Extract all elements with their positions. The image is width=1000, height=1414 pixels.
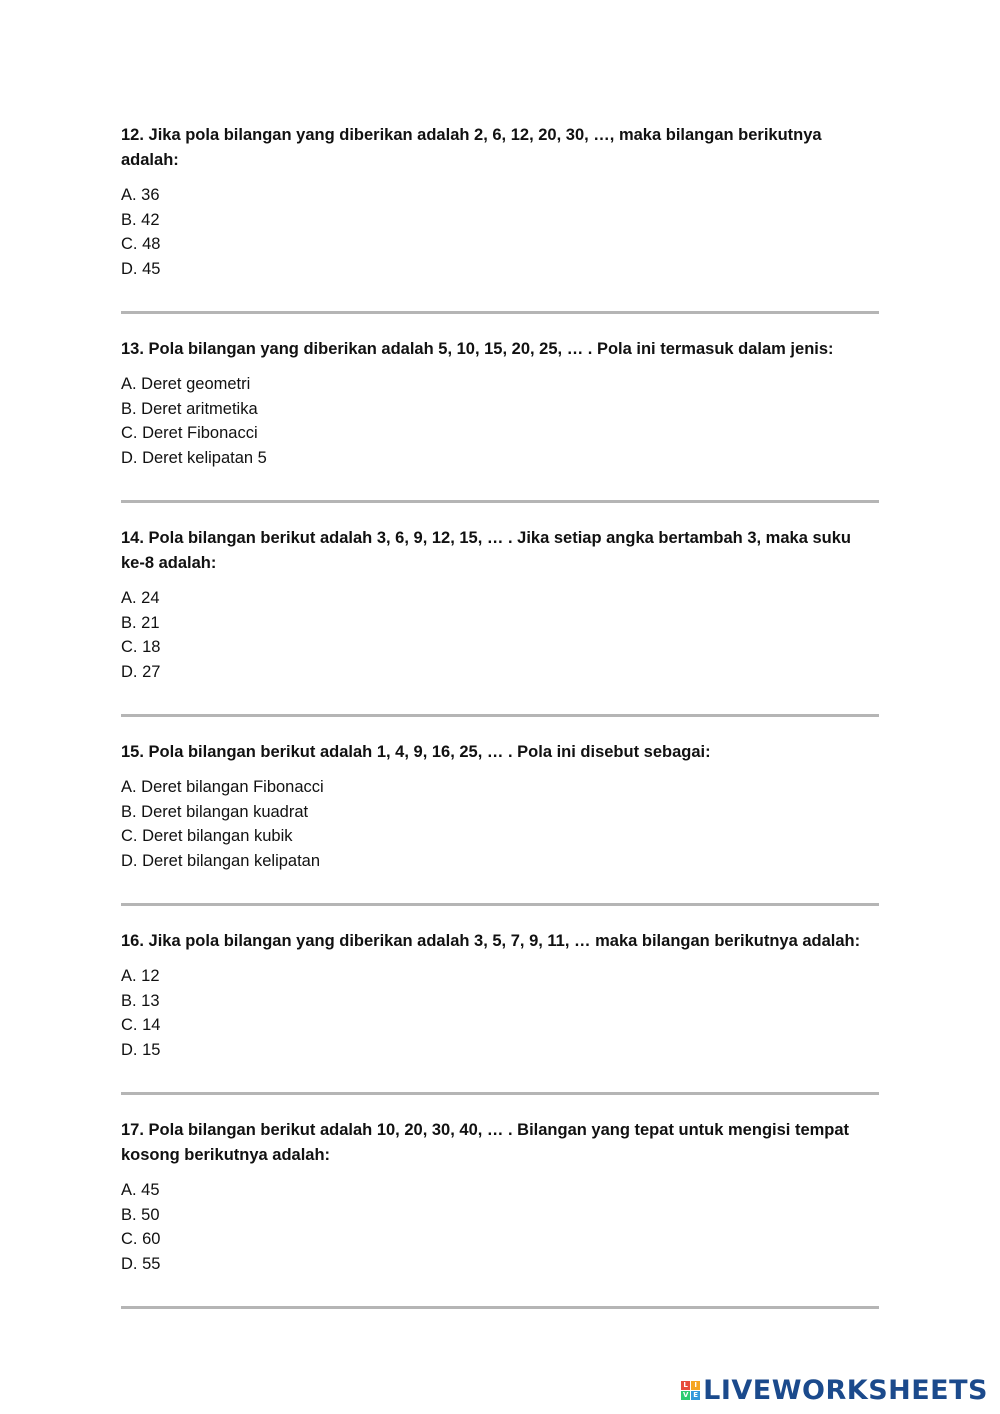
logo-mark-tile: I <box>691 1381 700 1390</box>
option-a[interactable]: A. Deret bilangan Fibonacci <box>121 778 324 796</box>
option-c[interactable]: C. Deret Fibonacci <box>121 424 258 442</box>
option-list <box>121 775 879 873</box>
logo-mark-tile: E <box>691 1391 700 1400</box>
option-list <box>121 964 879 1062</box>
option-a[interactable]: A. 24 <box>121 589 160 607</box>
option-list <box>121 372 879 470</box>
logo-text: LIVEWORKSHEETS <box>703 1375 988 1406</box>
question-text: 12. Jika pola bilangan yang diberikan adalah 2, 6, 12, 20, 30, …, maka bilangan berikutnya adalah: <box>121 126 822 169</box>
question-text: 14. Pola bilangan berikut adalah 3, 6, 9, 12, 15, … . Jika setiap angka bertambah 3, maka suku ke-8 adalah: <box>121 529 851 572</box>
option-a[interactable]: A. 36 <box>121 186 160 204</box>
option-list <box>121 586 879 684</box>
option-list <box>121 1178 879 1276</box>
option-d[interactable]: D. 45 <box>121 259 161 278</box>
option-list <box>121 183 879 281</box>
option-b[interactable]: B. 50 <box>121 1205 160 1224</box>
option-b[interactable]: B. 21 <box>121 613 160 632</box>
option-a[interactable]: A. 12 <box>121 967 160 985</box>
option-b[interactable]: B. Deret aritmetika <box>121 399 258 418</box>
logo-mark-tile: L <box>681 1381 690 1390</box>
option-d[interactable]: D. 27 <box>121 662 161 681</box>
option-c[interactable]: C. 60 <box>121 1230 161 1248</box>
option-b[interactable]: B. 42 <box>121 210 160 229</box>
option-d[interactable]: D. 55 <box>121 1254 161 1273</box>
question-17 <box>121 1113 879 1309</box>
option-a[interactable]: A. 45 <box>121 1181 160 1199</box>
option-d[interactable]: D. Deret kelipatan 5 <box>121 448 267 467</box>
question-15 <box>121 735 879 906</box>
option-d[interactable]: D. Deret bilangan kelipatan <box>121 851 321 870</box>
option-b[interactable]: B. Deret bilangan kuadrat <box>121 802 309 821</box>
question-14 <box>121 521 879 717</box>
option-c[interactable]: C. Deret bilangan kubik <box>121 827 293 845</box>
question-text: 17. Pola bilangan berikut adalah 10, 20, 30, 40, … . Bilangan yang tepat untuk mengisi tempat kosong berikutnya adalah: <box>121 1121 850 1164</box>
option-a[interactable]: A. Deret geometri <box>121 375 251 393</box>
logo-mark-icon <box>681 1381 700 1400</box>
question-16 <box>121 924 879 1095</box>
question-text: 16. Jika pola bilangan yang diberikan adalah 3, 5, 7, 9, 11, … maka bilangan berikutnya adalah: <box>121 932 861 950</box>
worksheet-page <box>121 118 879 1327</box>
question-13 <box>121 332 879 503</box>
option-c[interactable]: C. 18 <box>121 638 161 656</box>
logo-mark-tile: V <box>682 1391 689 1399</box>
option-d[interactable]: D. 15 <box>121 1040 161 1059</box>
question-12 <box>121 118 879 314</box>
question-text: 15. Pola bilangan berikut adalah 1, 4, 9, 16, 25, … . Pola ini disebut sebagai: <box>121 743 711 761</box>
option-c[interactable]: C. 48 <box>121 235 161 253</box>
question-text: 13. Pola bilangan yang diberikan adalah 5, 10, 15, 20, 25, … . Pola ini termasuk dalam jenis: <box>121 340 834 358</box>
liveworksheets-logo <box>681 1375 988 1406</box>
option-c[interactable]: C. 14 <box>121 1016 161 1034</box>
option-b[interactable]: B. 13 <box>121 991 160 1010</box>
